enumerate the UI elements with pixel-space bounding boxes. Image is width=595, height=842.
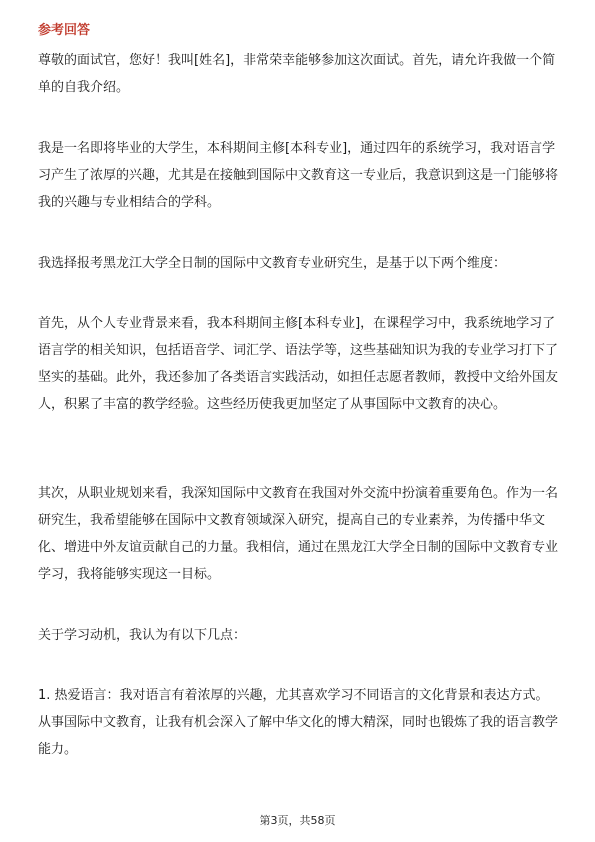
paragraph-reason-intro: 我选择报考黑龙江大学全日制的国际中文教育专业研究生，是基于以下两个维度： <box>38 256 507 271</box>
paragraph-motivation-point-1: 1. 热爱语言：我对语言有着浓厚的兴趣，尤其喜欢学习不同语言的文化背景和表达方式。从事国际中文教育，让我有机会深入了解中华文化的博大精深，同时也锻炼了我的语言教学能力。 <box>38 688 559 757</box>
section-heading: 参考回答 <box>38 23 91 38</box>
paragraph-academic-background: 首先，从个人专业背景来看，我本科期间主修[本科专业]，在课程学习中，我系统地学习了语言学的相关知识，包括语音学、词汇学、语法学等，这些基础知识为我的专业学习打下了坚实的基础。此外，我还参加了各类语言实践活动，如担任志愿者教师，教授中文给外国友人，积累了丰富的教学经验。这些经历使我更加坚定了从事国际中文教育的决心。 <box>38 316 559 412</box>
paragraph-introduction: 我是一名即将毕业的大学生，本科期间主修[本科专业]，通过四年的系统学习，我对语言学习产生了浓厚的兴趣，尤其是在接触到国际中文教育这一专业后，我意识到这是一门能够将我的兴趣与专业相结合的学科。 <box>38 141 559 210</box>
paragraph-greeting: 尊敬的面试官，您好！我叫[姓名]，非常荣幸能够参加这次面试。首先，请允许我做一个简单的自我介绍。 <box>38 53 556 95</box>
paragraph-career-plan: 其次，从职业规划来看，我深知国际中文教育在我国对外交流中扮演着重要角色。作为一名研究生，我希望能够在国际中文教育领域深入研究，提高自己的专业素养，为传播中华文化、增进中外友谊贡献自己的力量。我相信，通过在黑龙江大学全日制的国际中文教育专业学习，我将能够实现这一目标。 <box>38 486 559 582</box>
paragraph-motivation-intro: 关于学习动机，我认为有以下几点： <box>38 628 247 643</box>
page-number-footer: 第3页，共58页 <box>259 814 336 827</box>
